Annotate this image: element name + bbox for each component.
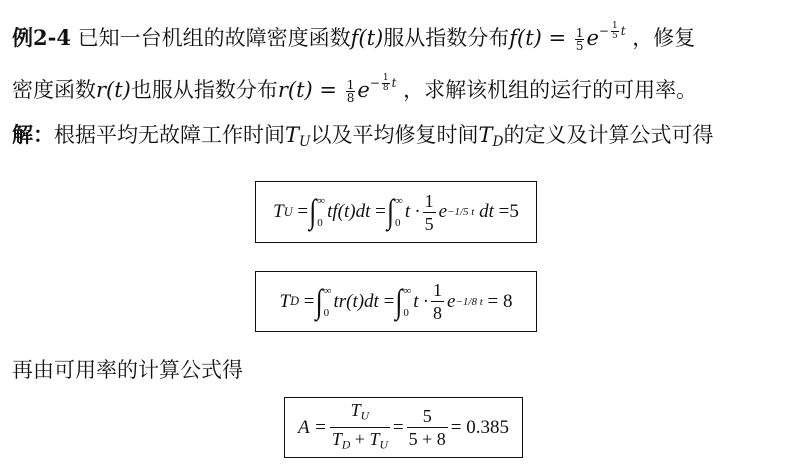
problem-text-b: 服从指数分布 bbox=[383, 26, 510, 50]
solution-text-c: 的定义及计算公式可得 bbox=[503, 123, 714, 147]
f-exp-base: e bbox=[586, 26, 599, 50]
problem-line-2 bbox=[12, 68, 697, 105]
problem-text-d: 密度函数 bbox=[12, 78, 96, 102]
solution-label: 解： bbox=[12, 122, 54, 147]
problem-text-a: 已知一台机组的故障密度函数 bbox=[77, 26, 351, 50]
f-of-t: f(t) bbox=[350, 26, 384, 50]
r-exponent: − 1 8 t bbox=[369, 73, 397, 93]
td-symbol: $T_D$ bbox=[478, 123, 504, 151]
solution-text-a: 根据平均无故障工作时间 bbox=[54, 123, 285, 147]
problem-text-f: ，求解该机组的运行的可用率。 bbox=[403, 78, 698, 102]
f-equation-lhs: f(t) = bbox=[509, 26, 567, 50]
r-exp-base: e bbox=[357, 78, 370, 102]
equation-availability: A = $\frac{T_U}{T_D + T_U}$ = $\frac{5}{5 + 8}$ = 0.385 bbox=[284, 397, 523, 458]
r-equation-lhs: r(t) = bbox=[277, 78, 338, 102]
problem-line-1 bbox=[12, 16, 695, 53]
availability-intro: 再由可用率的计算公式得 bbox=[12, 358, 243, 382]
f-exponent: − 1 5 t bbox=[598, 21, 626, 41]
equation-tu: T U = ∫ ∞ 0 tf(t)dt = ∫ ∞ 0 t · $\frac{1}{5}$ e −1/5 t dt =5 bbox=[255, 181, 537, 243]
tu-symbol: $T_U$ bbox=[285, 123, 311, 151]
problem-text-e: 也服从指数分布 bbox=[130, 78, 278, 102]
equation-td: T D = ∫ ∞ 0 tr(t)dt = ∫ ∞ 0 t · $\frac{1}{8}$ e −1/8 t = 8 bbox=[255, 271, 537, 332]
problem-label: 例2-4 bbox=[12, 25, 71, 50]
r-of-t: r(t) bbox=[96, 78, 131, 102]
r-coefficient: $\frac{1}{8}$ bbox=[346, 78, 355, 105]
problem-text-c: ，修复 bbox=[632, 26, 696, 50]
solution-line bbox=[12, 120, 713, 157]
solution-text-b: 以及平均修复时间 bbox=[310, 123, 479, 147]
f-coefficient: $\frac{1}{5}$ bbox=[575, 26, 584, 53]
